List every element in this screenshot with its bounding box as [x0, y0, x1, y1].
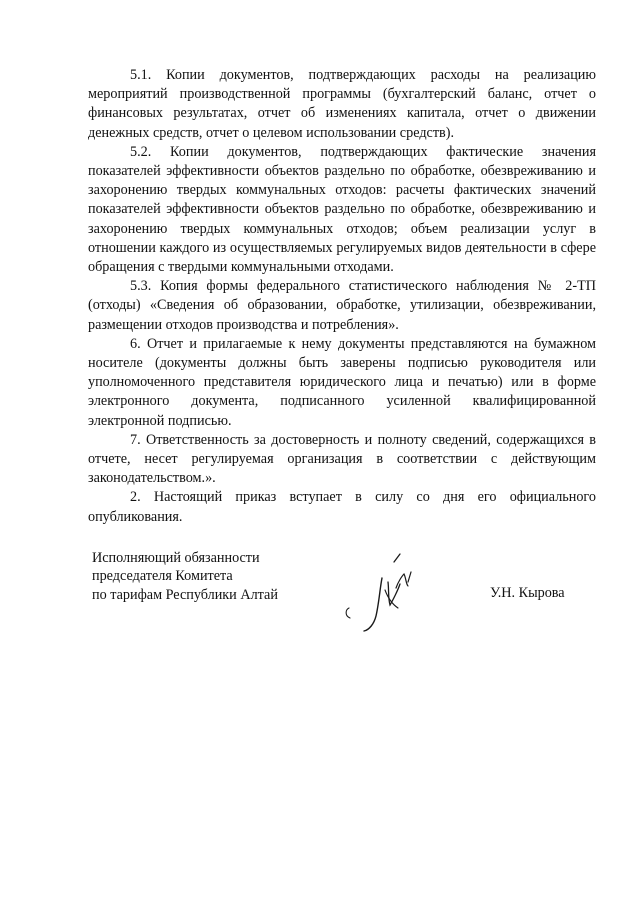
paragraph-2-effective: 2. Настоящий приказ вступает в силу со дня его официального опубликования.	[88, 489, 596, 525]
position-line-3: по тарифам Республики Алтай	[92, 586, 278, 603]
paragraph-5-3: 5.3. Копия формы федерального статистического наблюдения № 2-ТП (отходы) «Сведения об образовании, обработке, утилизации, обезвреживании, размещении отходов производства и потребления».	[88, 278, 596, 333]
paragraph-5-1: 5.1. Копии документов, подтверждающих расходы на реализацию мероприятий производственной программы (бухгалтерский баланс, отчет о финансовых результатах, отчет об изменениях капитала, отчет о движении денежных средств, отчет о целевом использовании средств).	[88, 67, 596, 141]
signatory-name: У.Н. Кырова	[490, 585, 565, 601]
paragraph-5-2: 5.2. Копии документов, подтверждающих фактические значения показателей эффективности объектов раздельно по обработке, обезвреживанию и захоронению твердых коммунальных отходов: расчеты фактических значений показателей эффективности объектов раздельно по обработке, обезвреживанию и захоронению твердых коммунальных отходов; объем реализации услуг в отношении каждого из осуществляемых регулируемых видов деятельности в сфере обращения с твердыми коммунальными отходами.	[88, 143, 596, 276]
paragraph-6: 6. Отчет и прилагаемые к нему документы представляются на бумажном носителе (документы должны быть заверены подписью руководителя или уполномоченного представителя юридического лица и печатью) или в форме электронного документа, подписанного усиленной квалифицированной электронной подписью.	[88, 335, 596, 429]
position-line-1: Исполняющий обязанности	[92, 550, 260, 566]
document-body	[88, 66, 596, 527]
signatory-position	[92, 549, 322, 604]
position-line-2: председателя Комитета	[92, 568, 233, 585]
handwritten-signature	[336, 548, 446, 638]
paragraph-7: 7. Ответственность за достоверность и полноту сведений, содержащихся в отчете, несет регулируемая организация в соответствии с действующим законодательством.».	[88, 431, 596, 487]
